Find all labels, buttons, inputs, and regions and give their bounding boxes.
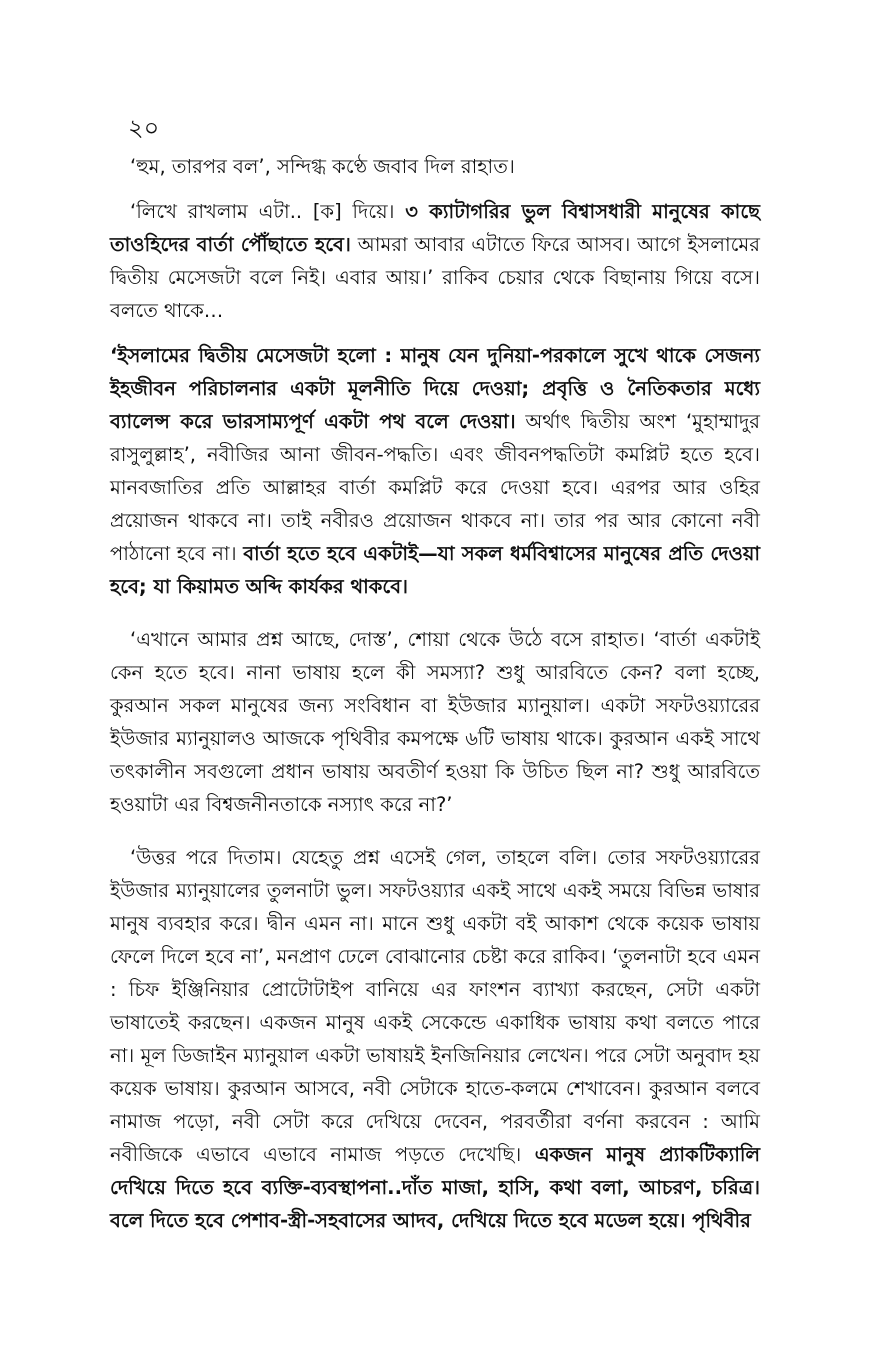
text-segment: ‘হুম, তারপর বল’, সন্দিগ্ধ কণ্ঠে জবাব দিল রাহাত।: [130, 155, 515, 178]
bold-text-segment: বার্তা হতে হবে একটাই—যা সকল ধর্মবিশ্বাসের মানুষের প্রতি দেওয়া হবে; যা কিয়ামত অব্দি কার্যকর থাকবে।: [110, 542, 760, 598]
bold-text-segment: ৩ ক্যাটাগরির ভুল বিশ্বাসধারী মানুষের কাছে তাওহিদের বার্তা পৌঁছাতে হবে।: [110, 200, 760, 256]
bold-text-segment: ‘ইসলামের দ্বিতীয় মেসেজটা হলো : মানুষ যেন দুনিয়া-পরকালে সুখে থাকে সেজন্য ইহজীবন পরিচালনার একটা মূলনীতি দিয়ে দেওয়া; প্রবৃত্তি ও নৈতিকতার মধ্যে ব্যালেন্স করে ভারসাম্যপূর্ণ একটা পথ বলে দেওয়া।: [110, 344, 760, 433]
paragraph-4: [110, 623, 760, 821]
text-segment: অর্থাৎ দ্বিতীয় অংশ ‘মুহাম্মাদুর রাসুলুল্লাহ’, নবীজির আনা জীবন-পদ্ধতি। এবং জীবনপদ্ধতিটা কমপ্লিট হতে হবে। মানবজাতির প্রতি আল্লাহর বার্তা কমপ্লিট করে দেওয়া হবে। এরপর আর ওহির প্রয়োজন থাকবে না। তাই নবীরও প্রয়োজন থাকবে না। তার পর আর কোনো নবী পাঠানো হবে না।: [110, 410, 760, 565]
text-segment: ‘লিখে রাখলাম এটা.. [ক] দিয়ে।: [130, 200, 406, 223]
page-body: [110, 150, 760, 1249]
paragraph-5: [110, 841, 760, 1237]
text-segment: আমরা আবার এটাতে ফিরে আসব। আগে ইসলামের দ্বিতীয় মেসেজটা বলে নিই। এবার আয়।’ রাকিব চেয়ার থেকে বিছানায় গিয়ে বসে। বলতে থাকে…: [110, 233, 760, 322]
text-segment: ‘এখানে আমার প্রশ্ন আছে, দোস্ত’, শোয়া থেকে উঠে বসে রাহাত। ‘বার্তা একটাই কেন হতে হবে। নানা ভাষায় হলে কী সমস্যা? শুধু আরবিতে কেন? বলা হচ্ছে, কুরআন সকল মানুষের জন্য সংবিধান বা ইউজার ম্যানুয়াল। একটা সফটওয়্যারের ইউজার ম্যানুয়ালও আজকে পৃথিবীর কমপক্ষে ৬টি ভাষায় থাকে। কুরআন একই সাথে তৎকালীন সবগুলো প্রধান ভাষায় অবতীর্ণ হওয়া কি উচিত ছিল না? শুধু আরবিতে হওয়াটা এর বিশ্বজনীনতাকে নস্যাৎ করে না?’: [110, 628, 760, 816]
bold-text-segment: একজন মানুষ প্র্যাকটিক্যালি দেখিয়ে দিতে হবে ব্যক্তি-ব্যবস্থাপনা..দাঁত মাজা, হাসি, কথা বলা, আচরণ, চরিত্র। বলে দিতে হবে পেশাব-স্ত্রী-সহবাসের আদব, দেখিয়ে দিতে হবে মডেল হয়ে। পৃথিবীর: [110, 1143, 760, 1232]
page-number: ২০: [128, 114, 160, 142]
paragraph-2: [110, 195, 760, 327]
paragraph-1: [110, 150, 760, 183]
paragraph-3: [110, 339, 760, 603]
text-segment: ‘উত্তর পরে দিতাম। যেহেতু প্রশ্ন এসেই গেল, তাহলে বলি। তোর সফটওয়্যারের ইউজার ম্যানুয়ালের তুলনাটা ভুল। সফটওয়্যার একই সাথে একই সময়ে বিভিন্ন ভাষার মানুষ ব্যবহার করে। দ্বীন এমন না। মানে শুধু একটা বই আকাশ থেকে কয়েক ভাষায় ফেলে দিলে হবে না’, মনপ্রাণ ঢেলে বোঝানোর চেষ্টা করে রাকিব। ‘তুলনাটা হবে এমন : চিফ ইঞ্জিনিয়ার প্রোটোটাইপ বানিয়ে এর ফাংশন ব্যাখ্যা করছেন, সেটা একটা ভাষাতেই করছেন। একজন মানুষ একই সেকেন্ডে একাধিক ভাষায় কথা বলতে পারে না। মূল ডিজাইন ম্যানুয়াল একটা ভাষায়ই ইনজিনিয়ার লেখেন। পরে সেটা অনুবাদ হয় কয়েক ভাষায়। কুরআন আসবে, নবী সেটাকে হাতে-কলমে শেখাবেন। কুরআন বলবে নামাজ পড়ো, নবী সেটা করে দেখিয়ে দেবেন, পরবর্তীরা বর্ণনা করবেন : আমি নবীজিকে এভাবে এভাবে নামাজ পড়তে দেখেছি।: [110, 846, 760, 1166]
